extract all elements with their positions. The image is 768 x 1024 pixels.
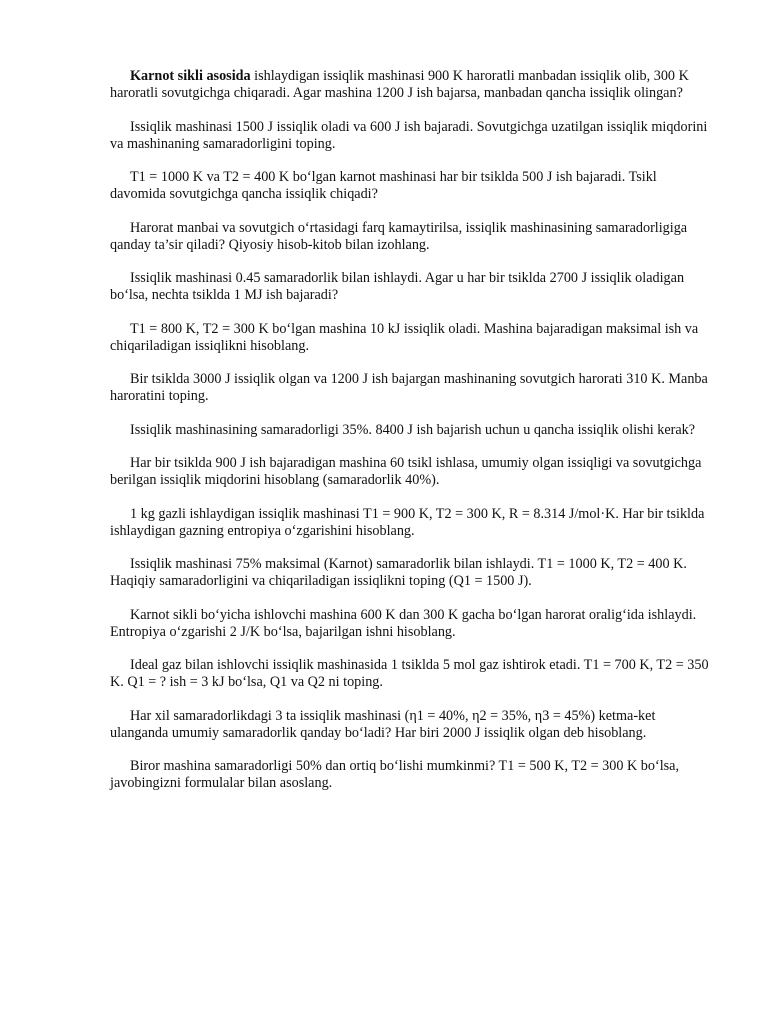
problem-paragraph-4: Harorat manbai va sovutgich o‘rtasidagi farq kamaytirilsa, issiqlik mashinasining samaradorligiga qanday ta’sir qiladi? Qiyosiy hisob-kitob bilan izohlang. xyxy=(110,219,688,253)
problem-paragraph-12: Karnot sikli bo‘yicha ishlovchi mashina 600 K dan 300 K gacha bo‘lgan harorat oralig‘ida ishlaydi. Entropiya o‘zgarishi 2 J/K bo‘lsa, bajarilgan ishni hisoblang. xyxy=(110,606,697,640)
problem-paragraph-6: T1 = 800 K, T2 = 300 K bo‘lgan mashina 10 kJ issiqlik oladi. Mashina bajaradigan maksimal ish va chiqariladigan issiqlikni hisoblang. xyxy=(110,320,699,354)
problem-paragraph-7: Bir tsiklda 3000 J issiqlik olgan va 1200 J ish bajargan mashinaning sovutgich harorati 310 K. Manba haroratini toping. xyxy=(110,371,708,404)
problem-paragraph-5: Issiqlik mashinasi 0.45 samaradorlik bilan ishlaydi. Agar u har bir tsiklda 2700 J issiqlik oladigan bo‘lsa, nechta tsiklda 1 MJ ish bajaradi? xyxy=(110,270,685,303)
problem-paragraph-10: 1 kg gazli ishlaydigan issiqlik mashinasi T1 = 900 K, T2 = 300 K, R = 8.314 J/mol·K. Har bir tsiklda ishlaydigan gazning entropiya o‘zgarishini hisoblang. xyxy=(110,505,705,539)
problem-paragraph-13: Ideal gaz bilan ishlovchi issiqlik mashinasida 1 tsiklda 5 mol gaz ishtirok etadi. T1 = 700 K, T2 = 350 K. Q1 = ? ish = 3 kJ bo‘lsa, Q1 va Q2 ni toping. xyxy=(110,657,709,690)
document-page xyxy=(110,68,714,809)
problem-paragraph-9: Har bir tsiklda 900 J ish bajaradigan mashina 60 tsikl ishlasa, umumiy olgan issiqligi va sovutgichga berilgan issiqlik miqdorini hisoblang (samaradorlik 40%). xyxy=(110,455,702,488)
problem-paragraph-8: Issiqlik mashinasining samaradorligi 35%. 8400 J ish bajarish uchun u qancha issiqlik olishi kerak? xyxy=(130,421,696,438)
problem-paragraph-1 xyxy=(110,68,714,102)
problem-paragraph-14: Har xil samaradorlikdagi 3 ta issiqlik mashinasi (η1 = 40%, η2 = 35%, η3 = 45%) ketma-ket ulanganda umumiy samaradorlik qanday bo‘ladi? Har biri 2000 J issiqlik olgan deb hisoblang. xyxy=(110,707,656,741)
paragraph-text: ishlaydigan issiqlik mashinasi 900 K haroratli manbadan issiqlik olib, 300 K haroratli sovutgichga chiqaradi. Agar mashina 1200 J ish bajarsa, manbadan qancha issiqlik olingan? xyxy=(110,68,689,101)
problem-paragraph-2: Issiqlik mashinasi 1500 J issiqlik oladi va 600 J ish bajaradi. Sovutgichga uzatilgan issiqlik miqdorini va mashinaning samaradorligini toping. xyxy=(110,118,708,152)
bold-lead-text: Karnot sikli asosida xyxy=(130,68,251,84)
problem-paragraph-15: Biror mashina samaradorligi 50% dan ortiq bo‘lishi mumkinmi? T1 = 500 K, T2 = 300 K bo‘lsa, javobingizni formulalar bilan asoslang. xyxy=(110,758,680,791)
problem-paragraph-11: Issiqlik mashinasi 75% maksimal (Karnot) samaradorlik bilan ishlaydi. T1 = 1000 K, T2 = 400 K. Haqiqiy samaradorligini va chiqariladigan issiqlikni toping (Q1 = 1500 J). xyxy=(110,556,687,589)
problem-paragraph-3: T1 = 1000 K va T2 = 400 K bo‘lgan karnot mashinasi har bir tsiklda 500 J ish bajaradi. Tsikl davomida sovutgichga qancha issiqlik chiqadi? xyxy=(110,169,657,202)
